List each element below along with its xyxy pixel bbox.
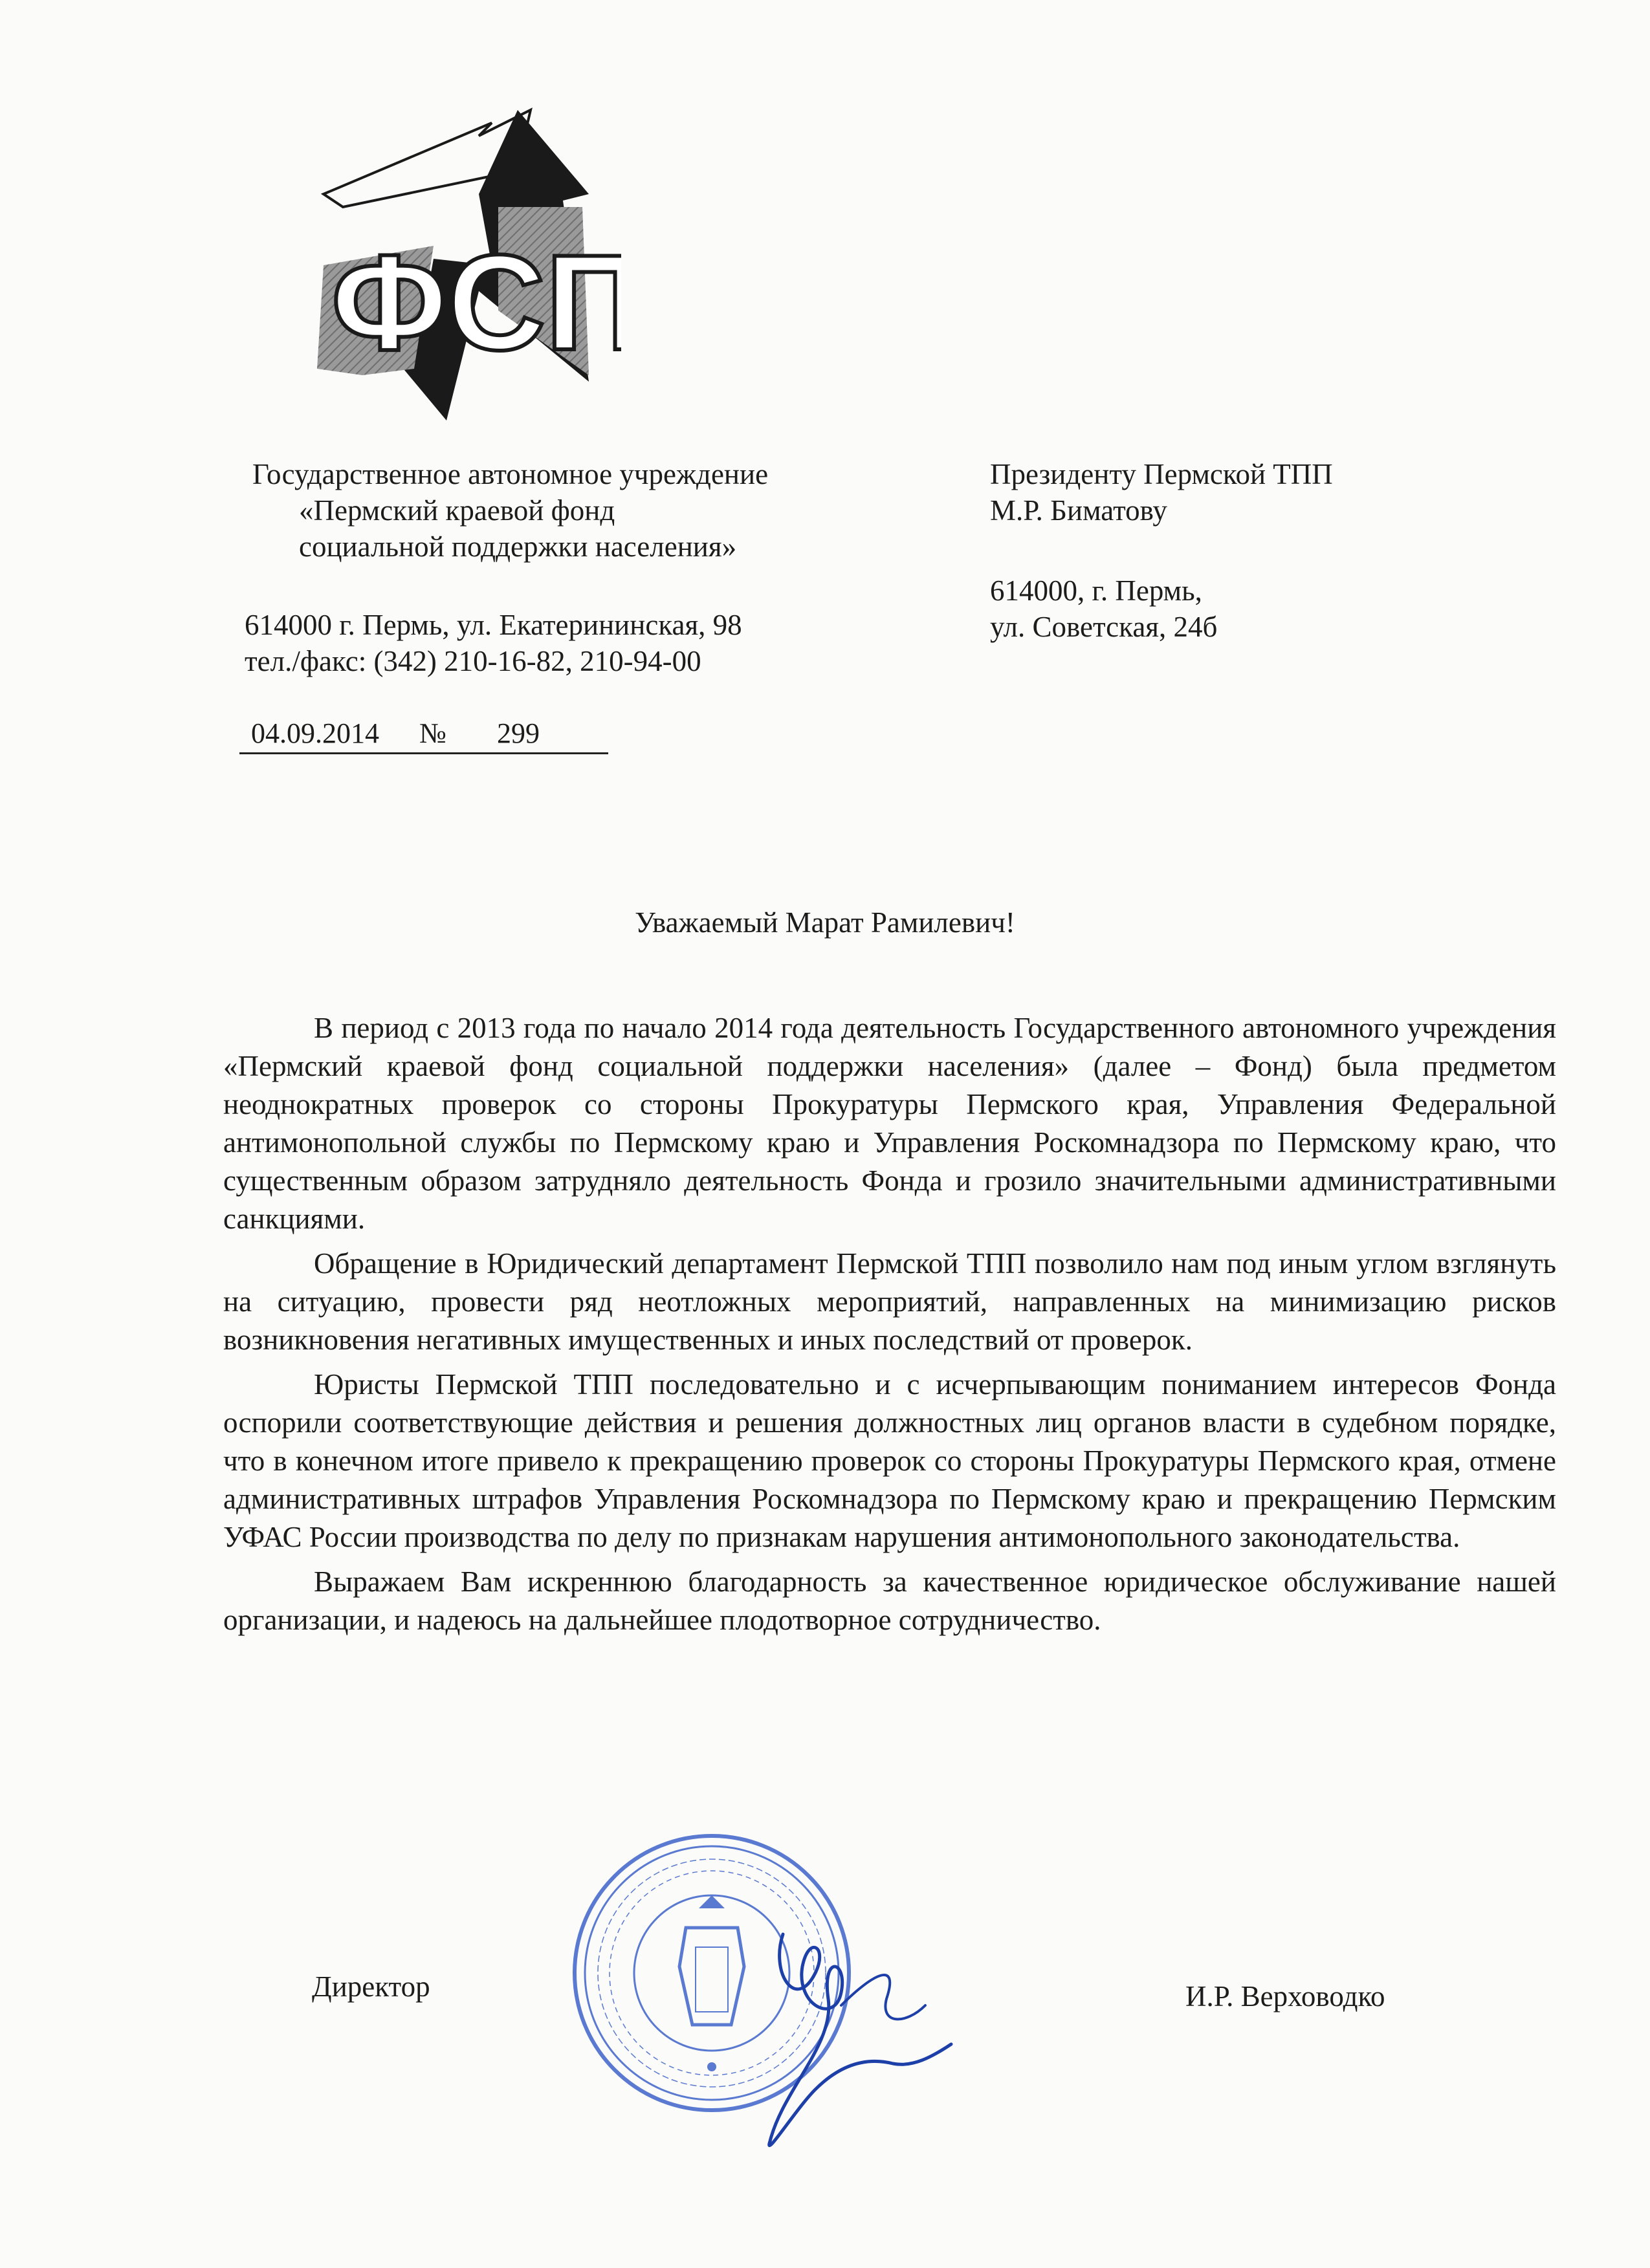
- sender-org-line3: социальной поддержки населения»: [299, 530, 737, 563]
- recipient-line1: Президенту Пермской ТПП: [990, 458, 1333, 490]
- signer-name: И.Р. Верховодко: [1185, 1980, 1385, 2012]
- logo-text: ФСП: [331, 226, 621, 378]
- recipient-line2: М.Р. Биматову: [990, 494, 1167, 527]
- salutation: Уважаемый Марат Рамилевич!: [635, 906, 1015, 939]
- signer-title: Директор: [312, 1970, 430, 2003]
- sender-organization: [252, 456, 768, 565]
- body-paragraph-3: Юристы Пермской ТПП последовательно и с исчерпывающим пониманием интересов Фонда оспорили соответствующие действия и решения должностных лиц органов власти в судебном порядке, что в конечном итоге привело к прекращению проверок со стороны Прокуратуры Пермского края, отмене административных штрафов Управления Роскомнадзора по Пермскому краю и прекращению Пермским УФАС России производства по делу по признакам нарушения антимонопольного законодательства.: [223, 1368, 1556, 1553]
- sender-org-line1: Государственное автономное учреждение: [252, 458, 769, 490]
- body-paragraph-2: Обращение в Юридический департамент Пермской ТПП позволило нам под иным углом взглянуть на ситуацию, провести ряд неотложных мероприятий, направленных на минимизацию рисков возникновения негативных имущественных и иных последствий от проверок.: [223, 1247, 1556, 1356]
- outgoing-date: 04.09.2014: [251, 717, 379, 749]
- number-sign: №: [419, 717, 446, 749]
- handwritten-signature: [744, 1895, 958, 2167]
- sender-address: 614000 г. Пермь, ул. Екатерининская, 98: [245, 609, 742, 641]
- sender-phone: тел./факс: (342) 210-16-82, 210-94-00: [245, 645, 701, 677]
- recipient: [990, 456, 1333, 529]
- sender-org-line2: «Пермский краевой фонд: [299, 494, 615, 527]
- recipient-address-line1: 614000, г. Пермь,: [990, 574, 1202, 607]
- letter-body: [223, 1009, 1556, 1646]
- organization-logo: [285, 97, 621, 433]
- outgoing-number: 299: [497, 717, 540, 749]
- sender-contacts: [245, 607, 742, 679]
- body-paragraph-4: Выражаем Вам искреннюю благодарность за качественное юридическое обслуживание нашей организации, и надеюсь на дальнейшее плодотворное сотрудничество.: [223, 1565, 1556, 1636]
- outgoing-number-line: [239, 717, 608, 754]
- recipient-address: [990, 572, 1217, 645]
- body-paragraph-1: В период с 2013 года по начало 2014 года деятельность Государственного автономного учреждения «Пермский краевой фонд социальной поддержки населения» (далее – Фонд) была предметом неоднократных проверок со стороны Прокуратуры Пермского края, Управления Федеральной антимонопольной службы по Пермскому краю и Управления Роскомнадзора по Пермскому краю, что существенным образом затрудняло деятельность Фонда и грозило значительными административными санкциями.: [223, 1012, 1556, 1235]
- recipient-address-line2: ул. Советская, 24б: [990, 611, 1218, 643]
